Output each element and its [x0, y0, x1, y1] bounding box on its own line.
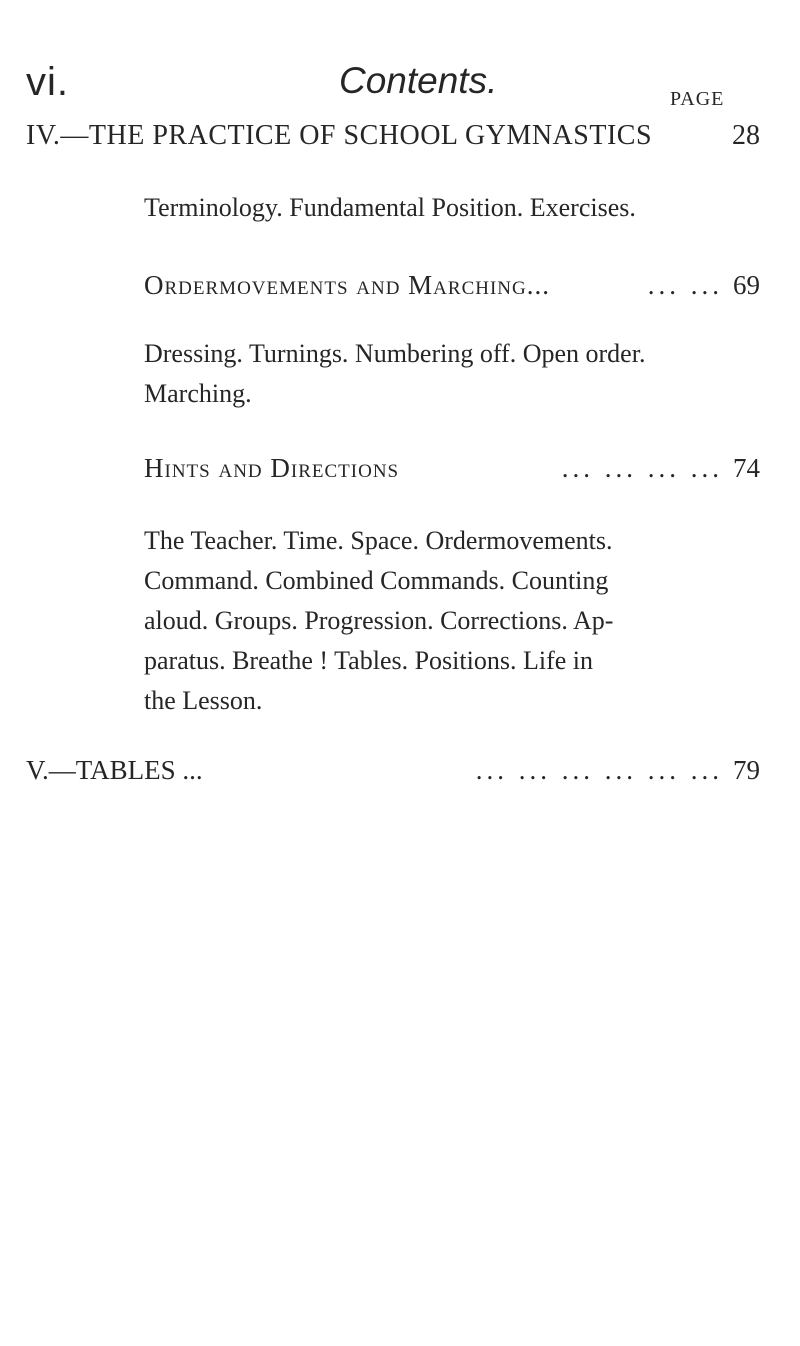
chapter-iv-title: IV.—THE PRACTICE OF SCHOOL GYMNASTICS	[26, 120, 653, 151]
hints-summary-line-4: paratus. Breathe ! Tables. Positions. Life in	[144, 646, 593, 675]
ordermovements-summary-line-2: Marching.	[144, 379, 252, 408]
hints-summary-line-2: Command. Combined Commands. Counting	[144, 566, 609, 595]
chapter-iv-page: 28	[732, 120, 760, 151]
ordermovements-leader: ... ...	[647, 270, 723, 300]
hints-summary-line-5: the Lesson.	[144, 686, 263, 715]
hints-summary	[144, 521, 744, 721]
hints-page: 74	[733, 453, 760, 483]
chapter-iv-summary	[144, 188, 744, 228]
hints-summary-line-3: aloud. Groups. Progression. Corrections. Ap-	[144, 606, 614, 635]
hints-leader: ... ... ... ...	[561, 453, 723, 483]
toc-entry-hints	[144, 453, 760, 484]
chapter-v-page: 79	[733, 755, 760, 785]
ordermovements-page: 69	[733, 270, 760, 300]
toc-entry-ordermovements	[144, 270, 760, 301]
chapter-v-leader: ... ... ... ... ... ...	[475, 755, 723, 785]
toc-entry-chapter-iv	[26, 120, 760, 152]
ordermovements-summary-line-1: Dressing. Turnings. Numbering off. Open order.	[144, 339, 646, 368]
page-column-label: PAGE	[670, 88, 725, 110]
running-title: Contents.	[339, 60, 498, 101]
chapter-v-title: V.—TABLES ...	[26, 755, 203, 785]
chapter-iv-summary-line: Terminology. Fundamental Position. Exercises.	[144, 193, 636, 222]
ordermovements-title: Ordermovements and Marching...	[144, 270, 550, 300]
page-number: vi.	[26, 60, 69, 104]
hints-title: Hints and Directions	[144, 453, 400, 483]
toc-entry-chapter-v	[26, 755, 760, 786]
hints-summary-line-1: The Teacher. Time. Space. Ordermovements.	[144, 526, 613, 555]
ordermovements-summary	[144, 334, 744, 414]
